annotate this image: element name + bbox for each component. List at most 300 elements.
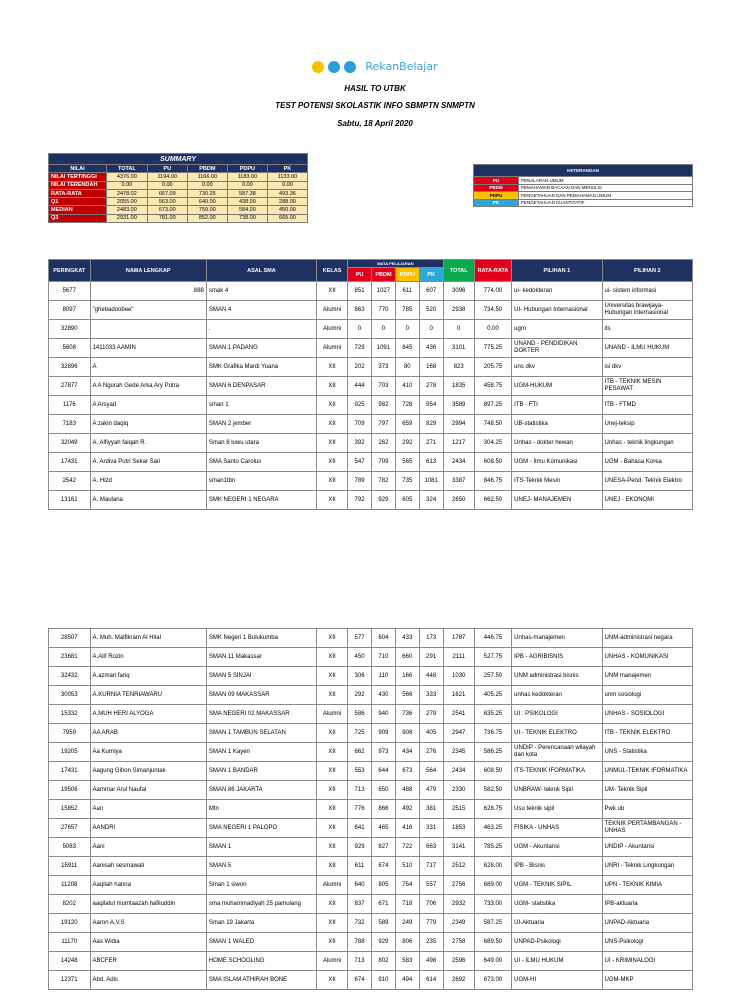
cell-total: 2692 xyxy=(443,971,474,990)
cell-pu: 292 xyxy=(348,686,372,705)
cell-pdpu: 605 xyxy=(395,491,419,510)
cell-kelas: XII xyxy=(316,914,347,933)
summary-title: SUMMARY xyxy=(49,154,308,165)
summary-col-header: PU xyxy=(147,165,187,173)
cell-pdpu: 673 xyxy=(395,762,419,781)
cell-nama: A. Ardiva Putri Sekar Sari xyxy=(90,453,206,472)
cell-peringkat: 19506 xyxy=(49,781,91,800)
cell-rata-rata: 458.75 xyxy=(474,377,511,396)
cell-peringkat: 32696 xyxy=(49,358,91,377)
cell-pilihan-1: ugm xyxy=(512,320,602,339)
cell-kelas: XII xyxy=(316,667,347,686)
summary-value: 2483.00 xyxy=(107,206,148,214)
summary-value: 0.00 xyxy=(147,181,187,189)
cell-kelas: XII xyxy=(316,472,347,491)
cell-pk: 614 xyxy=(419,971,443,990)
col-pk: PK xyxy=(419,268,443,282)
cell-asal-sma: SMAN 1 BANDAR xyxy=(206,762,316,781)
col-pu: PU xyxy=(348,268,372,282)
cell-rata-rata: 587.25 xyxy=(474,914,511,933)
cell-total: 823 xyxy=(443,358,474,377)
cell-pilihan-2: Universitas brawijaya- Hubungan internasional xyxy=(602,301,692,320)
report-date: Sabtu, 18 April 2020 xyxy=(337,119,413,128)
col-pilihan-2: PILIHAN 2 xyxy=(602,260,692,282)
summary-col-header: PK xyxy=(267,165,307,173)
cell-pdpu: 416 xyxy=(395,819,419,838)
cell-kelas: Alumni xyxy=(316,876,347,895)
summary-value: 4376.00 xyxy=(107,173,148,181)
cell-pilihan-2: UNHAS - KOMUNIKASI xyxy=(602,648,692,667)
cell-pu: 444 xyxy=(348,377,372,396)
cell-asal-sma: SMAN 1 PADANG xyxy=(206,339,316,358)
cell-pilihan-1: UB-statistika xyxy=(512,415,602,434)
cell-pbdm: 709 xyxy=(372,453,396,472)
cell-pilihan-1: Unhas-manajemen xyxy=(512,629,602,648)
cell-asal-sma: SMAN 5 SINJAI xyxy=(206,667,316,686)
legend-row xyxy=(474,199,693,207)
cell-pk: 324 xyxy=(419,491,443,510)
summary-table xyxy=(48,153,308,223)
cell-rata-rata: 635.25 xyxy=(474,705,511,724)
legend-row xyxy=(474,192,693,200)
cell-total: 2994 xyxy=(443,415,474,434)
cell-pbdm: 805 xyxy=(372,876,396,895)
cell-pk: 271 xyxy=(419,434,443,453)
summary-col-header: TOTAL xyxy=(107,165,148,173)
summary-value: 563.00 xyxy=(147,198,187,206)
col-pilihan-1: PILIHAN 1 xyxy=(512,260,602,282)
cell-total: 1787 xyxy=(443,629,474,648)
cell-pbdm: 929 xyxy=(372,933,396,952)
cell-rata-rata: 582.50 xyxy=(474,781,511,800)
table-row xyxy=(49,667,693,686)
cell-asal-sma: SMA NEGERI 1 PALOPO xyxy=(206,819,316,838)
summary-value: 640.00 xyxy=(187,198,227,206)
cell-pilihan-1: UNEJ- MANAJEMEN xyxy=(512,491,602,510)
cell-peringkat: 17431 xyxy=(49,453,91,472)
cell-nama: A. Hizd xyxy=(90,472,206,491)
cell-asal-sma: SMAN 86 JAKARTA xyxy=(206,781,316,800)
table-row xyxy=(49,320,693,339)
cell-pk: 663 xyxy=(419,838,443,857)
cell-pilihan-1: IPB - Bisnis xyxy=(512,857,602,876)
cell-pbdm: 262 xyxy=(372,434,396,453)
cell-pilihan-1: UGM-HUKUM xyxy=(512,377,602,396)
cell-pdpu: 845 xyxy=(395,339,419,358)
cell-pbdm: 671 xyxy=(372,895,396,914)
cell-peringkat: 23681 xyxy=(49,648,91,667)
cell-pbdm: 909 xyxy=(372,724,396,743)
cell-pu: 577 xyxy=(348,629,372,648)
cell-nama: ABCFER xyxy=(90,952,206,971)
cell-pk: 276 xyxy=(419,743,443,762)
cell-peringkat: 11170 xyxy=(49,933,91,952)
cell-pbdm: 604 xyxy=(372,629,396,648)
cell-pilihan-1: UGM - Akuntansi xyxy=(512,838,602,857)
cell-pbdm: 373 xyxy=(372,358,396,377)
cell-nama: A. Muh. Malfikram Al Hilal xyxy=(90,629,206,648)
cell-pilihan-2: Unej-teksip xyxy=(602,415,692,434)
summary-value: 0.00 xyxy=(187,181,227,189)
table-row xyxy=(49,952,693,971)
cell-pdpu: 433 xyxy=(395,629,419,648)
cell-pdpu: 80 xyxy=(395,358,419,377)
cell-peringkat: 32049 xyxy=(49,434,91,453)
cell-asal-sma: SMAN 09 MAKASSAR xyxy=(206,686,316,705)
cell-rata-rata: 463.25 xyxy=(474,819,511,838)
col-rata-rata: RATA-RATA xyxy=(474,260,511,282)
cell-pilihan-2: UNS-Psikologi xyxy=(602,933,692,952)
legend-key: PK xyxy=(474,199,519,207)
cell-pbdm: 710 xyxy=(372,648,396,667)
cell-pbdm: 802 xyxy=(372,952,396,971)
table-row xyxy=(49,781,693,800)
cell-rata-rata: 736.75 xyxy=(474,724,511,743)
cell-kelas: XII xyxy=(316,491,347,510)
cell-rata-rata: 662.50 xyxy=(474,491,511,510)
cell-asal-sma: SMAN 2 jember xyxy=(206,415,316,434)
cell-pu: 0 xyxy=(348,320,372,339)
cell-peringkat: 7183 xyxy=(49,415,91,434)
summary-value: 584.00 xyxy=(227,206,267,214)
cell-pdpu: 565 xyxy=(395,453,419,472)
legend-key: PU xyxy=(474,177,519,185)
cell-nama: Aas Widia xyxy=(90,933,206,952)
cell-pbdm: 0 xyxy=(372,320,396,339)
summary-value: 730.25 xyxy=(187,189,227,197)
cell-pu: 202 xyxy=(348,358,372,377)
cell-peringkat: 19120 xyxy=(49,914,91,933)
cell-kelas: XII xyxy=(316,724,347,743)
summary-value: 0.00 xyxy=(227,181,267,189)
cell-peringkat: 32432 xyxy=(49,667,91,686)
cell-pu: 674 xyxy=(348,971,372,990)
cell-pk: 557 xyxy=(419,876,443,895)
cell-pk: 168 xyxy=(419,358,443,377)
cell-pdpu: 292 xyxy=(395,434,419,453)
cell-pbdm: 430 xyxy=(372,686,396,705)
cell-kelas: XII xyxy=(316,838,347,857)
cell-pk: 279 xyxy=(419,705,443,724)
cell-nama: Aammar Arul Naufal xyxy=(90,781,206,800)
summary-row-label: NILAI TERENDAH xyxy=(49,181,107,189)
cell-pbdm: 703 xyxy=(372,377,396,396)
cell-pdpu: 434 xyxy=(395,743,419,762)
cell-pu: 547 xyxy=(348,453,372,472)
cell-total: 2111 xyxy=(443,648,474,667)
cell-pilihan-1: FISIKA - UNHAS xyxy=(512,819,602,838)
logo-dot-yellow xyxy=(312,61,324,73)
brand-name: RekanBelajar xyxy=(365,60,438,73)
cell-kelas: XII xyxy=(316,781,347,800)
cell-pdpu: 718 xyxy=(395,895,419,914)
cell-kelas: Alumni xyxy=(316,339,347,358)
cell-pu: 713 xyxy=(348,781,372,800)
cell-pilihan-2: isi dkv xyxy=(602,358,692,377)
cell-kelas: Alumni xyxy=(316,952,347,971)
cell-pu: 789 xyxy=(348,472,372,491)
cell-pdpu: 249 xyxy=(395,914,419,933)
table-row xyxy=(49,415,693,434)
summary-value: 2931.00 xyxy=(107,214,148,222)
cell-nama: A.KURNIA TENRIAWARU xyxy=(90,686,206,705)
cell-pbdm: 674 xyxy=(372,857,396,876)
cell-nama: A. Alfiyyah faiqah R. xyxy=(90,434,206,453)
cell-pilihan-1: UNAND - PENDIDIKAN DOKTER xyxy=(512,339,602,358)
summary-col-header: NILAI xyxy=(49,165,107,173)
cell-asal-sma: SMK NEGERI 1 NEGARA xyxy=(206,491,316,510)
cell-pilihan-2: ITB - TEKNIK MESIN PESAWAT xyxy=(602,377,692,396)
cell-nama: A Arsyad xyxy=(90,396,206,415)
cell-peringkat: 8202 xyxy=(49,895,91,914)
cell-pu: 837 xyxy=(348,895,372,914)
cell-peringkat: 14248 xyxy=(49,952,91,971)
cell-pbdm: 589 xyxy=(372,914,396,933)
summary-value: 1194.00 xyxy=(147,173,187,181)
results-table-bottom xyxy=(48,628,693,990)
cell-total: 2434 xyxy=(443,762,474,781)
cell-total: 2938 xyxy=(443,301,474,320)
col-mata-pelajaran: MATA PELAJARAN xyxy=(348,260,444,268)
cell-peringkat: 2542 xyxy=(49,472,91,491)
table-row xyxy=(49,914,693,933)
cell-asal-sma: Sman 19 Jakarta xyxy=(206,914,316,933)
table-row xyxy=(49,472,693,491)
cell-pilihan-1: Usu teknik sipil xyxy=(512,800,602,819)
cell-total: 2947 xyxy=(443,724,474,743)
cell-rata-rata: 608.50 xyxy=(474,762,511,781)
cell-nama: A zakin daqiq xyxy=(90,415,206,434)
cell-pilihan-1: UGM- statistika xyxy=(512,895,602,914)
legend-desc: PENALARAN UMUM xyxy=(519,177,693,185)
legend-row xyxy=(474,177,693,185)
cell-asal-sma: SMK Negeri 1 Bulukumba xyxy=(206,629,316,648)
cell-asal-sma: sman1tbn xyxy=(206,472,316,491)
cell-total: 2756 xyxy=(443,876,474,895)
cell-pilihan-1: UNM administrasi bisnis xyxy=(512,667,602,686)
table-row xyxy=(49,762,693,781)
summary-value: 0.00 xyxy=(107,181,148,189)
cell-peringkat: 5083 xyxy=(49,838,91,857)
cell-pilihan-2: UPN - TEKNIK KIMIA xyxy=(602,876,692,895)
summary-row-label: Q3 xyxy=(49,214,107,222)
cell-pdpu: 566 xyxy=(395,686,419,705)
cell-nama: A. Maulana xyxy=(90,491,206,510)
cell-pu: 851 xyxy=(348,282,372,301)
cell-rata-rata: 446.75 xyxy=(474,629,511,648)
report-title: HASIL TO UTBK xyxy=(344,84,406,93)
cell-asal-sma: . xyxy=(206,320,316,339)
cell-peringkat: 7959 xyxy=(49,724,91,743)
cell-pdpu: 166 xyxy=(395,667,419,686)
cell-kelas: XII xyxy=(316,377,347,396)
cell-pbdm: 827 xyxy=(372,838,396,857)
table-row xyxy=(49,686,693,705)
cell-peringkat: 28507 xyxy=(49,629,91,648)
summary-value: 665.00 xyxy=(267,214,307,222)
table-row xyxy=(49,301,693,320)
cell-total: 2541 xyxy=(443,705,474,724)
cell-peringkat: 11208 xyxy=(49,876,91,895)
cell-rata-rata: 205.75 xyxy=(474,358,511,377)
cell-pu: 929 xyxy=(348,838,372,857)
cell-kelas: XII xyxy=(316,933,347,952)
cell-rata-rata: 774.00 xyxy=(474,282,511,301)
cell-pilihan-2: TEKNIK PERTAMBANGAN - UNHAS xyxy=(602,819,692,838)
cell-nama: Aani xyxy=(90,838,206,857)
cell-pilihan-1: UNDIP - Perencanaan wilayah dan kota xyxy=(512,743,602,762)
cell-asal-sma: SMAN 11 Makassar xyxy=(206,648,316,667)
cell-rata-rata: 689.50 xyxy=(474,933,511,952)
summary-row xyxy=(49,173,308,181)
cell-pilihan-1: UI- Hubungan Internasional xyxy=(512,301,602,320)
cell-peringkat: 5677 xyxy=(49,282,91,301)
cell-pilihan-2: UM- Teknik Sipil xyxy=(602,781,692,800)
cell-kelas: XII xyxy=(316,453,347,472)
cell-pbdm: 982 xyxy=(372,396,396,415)
summary-value: 852.00 xyxy=(187,214,227,222)
cell-asal-sma: SMAN 1 TAMBUN SELATAN xyxy=(206,724,316,743)
cell-peringkat: 19205 xyxy=(49,743,91,762)
cell-kelas: XII xyxy=(316,971,347,990)
results-table-top xyxy=(48,259,693,510)
cell-asal-sma: Sman 1 siwon xyxy=(206,876,316,895)
cell-pilihan-1: ITS-TEKNIK IFORMATIKA xyxy=(512,762,602,781)
legend-desc: PENGETAHUAN DAN PEMAHAMAN UMUM xyxy=(519,192,693,200)
summary-value: 587.38 xyxy=(227,189,267,197)
cell-total: 1217 xyxy=(443,434,474,453)
cell-pilihan-2: UNS - Statistika xyxy=(602,743,692,762)
cell-pbdm: 910 xyxy=(372,971,396,990)
cell-nama: A.azman fariq xyxy=(90,667,206,686)
cell-nama: Aanisah sesmawati xyxy=(90,857,206,876)
summary-row xyxy=(49,181,308,189)
cell-pk: 779 xyxy=(419,914,443,933)
cell-asal-sma: SMAN 1 WALED xyxy=(206,933,316,952)
cell-pilihan-1: Unhas - dokter hewan xyxy=(512,434,602,453)
cell-pk: 564 xyxy=(419,762,443,781)
cell-total: 2512 xyxy=(443,857,474,876)
cell-pilihan-2: Unhas - teknik lingkungan xyxy=(602,434,692,453)
summary-col-header: PDPU xyxy=(227,165,267,173)
cell-rata-rata: 748.50 xyxy=(474,415,511,434)
cell-peringkat: 5608 xyxy=(49,339,91,358)
cell-asal-sma: smak 4 xyxy=(206,282,316,301)
cell-pk: 706 xyxy=(419,895,443,914)
cell-pk: 498 xyxy=(419,952,443,971)
logo-dot-blue-2 xyxy=(344,61,356,73)
table-row xyxy=(49,629,693,648)
cell-pdpu: 583 xyxy=(395,952,419,971)
cell-pk: 235 xyxy=(419,933,443,952)
cell-kelas: XII xyxy=(316,282,347,301)
summary-value: 288.00 xyxy=(267,198,307,206)
cell-asal-sma: HOME SCHOOLING xyxy=(206,952,316,971)
cell-rata-rata: 734.50 xyxy=(474,301,511,320)
cell-pk: 333 xyxy=(419,686,443,705)
cell-nama: 1411033 AAMIN xyxy=(90,339,206,358)
col-nama: NAMA LENGKAP xyxy=(90,260,206,282)
cell-pdpu: 510 xyxy=(395,857,419,876)
table-row xyxy=(49,819,693,838)
cell-pilihan-1: uns dkv xyxy=(512,358,602,377)
table-row xyxy=(49,377,693,396)
summary-value: 438.00 xyxy=(227,198,267,206)
cell-kelas: Alumni xyxy=(316,320,347,339)
cell-pilihan-1: ui- kedokteran xyxy=(512,282,602,301)
cell-pilihan-2: UNM manajemen xyxy=(602,667,692,686)
cell-asal-sma: SMAN 6 DENPASAR xyxy=(206,377,316,396)
cell-pdpu: 754 xyxy=(395,876,419,895)
cell-rata-rata: 304.25 xyxy=(474,434,511,453)
cell-asal-sma: Mtn xyxy=(206,800,316,819)
cell-pilihan-2: UNAND - ILMU HUKUM xyxy=(602,339,692,358)
cell-pbdm: 866 xyxy=(372,800,396,819)
summary-value: 0.00 xyxy=(267,181,307,189)
cell-pdpu: 0 xyxy=(395,320,419,339)
cell-pu: 450 xyxy=(348,648,372,667)
cell-asal-sma: SMA ISLAM ATHIRAH BONE xyxy=(206,971,316,990)
cell-nama: Aan xyxy=(90,800,206,819)
col-asal-sma: ASAL SMA xyxy=(206,260,316,282)
summary-value: 781.00 xyxy=(147,214,187,222)
cell-kelas: XII xyxy=(316,895,347,914)
cell-pu: 611 xyxy=(348,857,372,876)
cell-nama: Aaron A.V.S xyxy=(90,914,206,933)
cell-pu: 640 xyxy=(348,876,372,895)
cell-pu: 925 xyxy=(348,396,372,415)
cell-pbdm: 465 xyxy=(372,819,396,838)
cell-pilihan-2: UNEJ - EKONOMI xyxy=(602,491,692,510)
cell-total: 3589 xyxy=(443,396,474,415)
cell-kelas: XII xyxy=(316,686,347,705)
cell-asal-sma: SMA Santo Carolus xyxy=(206,453,316,472)
cell-pilihan-2: ITB - TEKNIK ELEKTRO xyxy=(602,724,692,743)
cell-rata-rata: 846.75 xyxy=(474,472,511,491)
cell-rata-rata: 673.00 xyxy=(474,971,511,990)
cell-pilihan-1: UI : PSIKOLOGI xyxy=(512,705,602,724)
cell-total: 2515 xyxy=(443,800,474,819)
table-row xyxy=(49,724,693,743)
cell-total: 1835 xyxy=(443,377,474,396)
cell-total: 3096 xyxy=(443,282,474,301)
cell-peringkat: 15332 xyxy=(49,705,91,724)
cell-pu: 553 xyxy=(348,762,372,781)
cell-nama: "ghebadoobee" xyxy=(90,301,206,320)
table-row xyxy=(49,358,693,377)
cell-rata-rata: 0.00 xyxy=(474,320,511,339)
cell-peringkat: 8097 xyxy=(49,301,91,320)
cell-pilihan-1: IPB - AGRIBISNIS xyxy=(512,648,602,667)
cell-pu: 709 xyxy=(348,415,372,434)
cell-pu: 641 xyxy=(348,819,372,838)
cell-pbdm: 973 xyxy=(372,743,396,762)
cell-pbdm: 644 xyxy=(372,762,396,781)
col-pbdm: PBDM xyxy=(372,268,396,282)
logo-dot-blue xyxy=(328,61,340,73)
cell-pdpu: 410 xyxy=(395,377,419,396)
summary-value: 1133.00 xyxy=(267,173,307,181)
cell-pk: 278 xyxy=(419,377,443,396)
summary-value: 759.00 xyxy=(187,206,227,214)
legend-desc: PEMAHAMAN BACAAN DAN MENULIS xyxy=(519,184,693,192)
cell-rata-rata: 527.75 xyxy=(474,648,511,667)
cell-pilihan-1: UGM-HI xyxy=(512,971,602,990)
cell-asal-sma: SMAN 1 Kayen xyxy=(206,743,316,762)
summary-value: 2055.00 xyxy=(107,198,148,206)
cell-pilihan-1: unhas kedokteran xyxy=(512,686,602,705)
cell-kelas: XII xyxy=(316,800,347,819)
